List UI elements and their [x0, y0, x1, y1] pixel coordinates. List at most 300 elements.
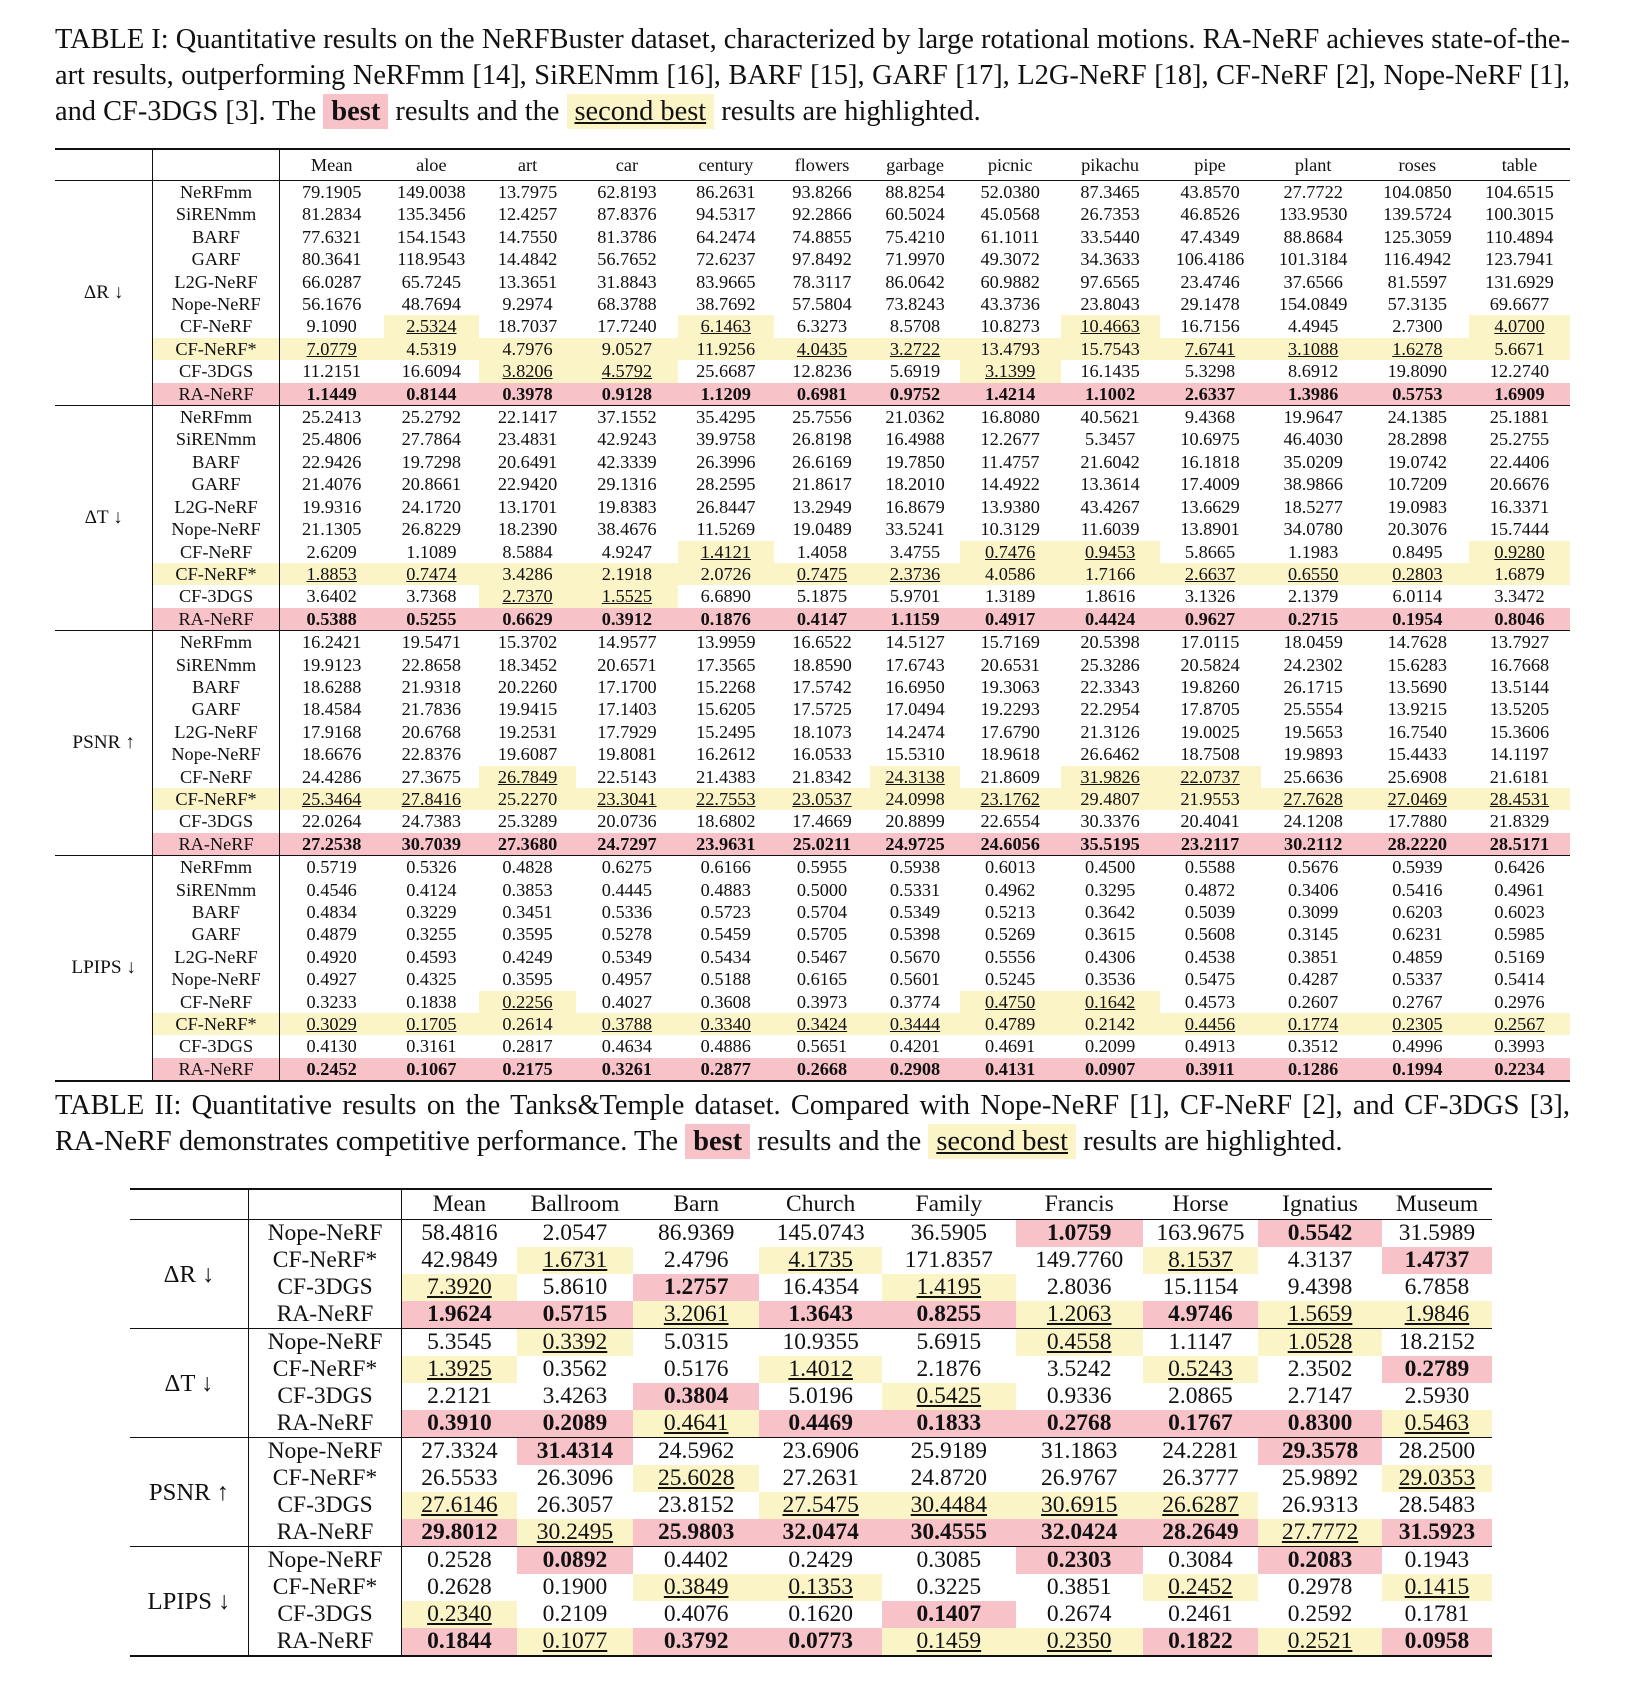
cell-value: 22.0264: [301, 811, 362, 832]
cell-value: 0.5336: [601, 902, 653, 922]
cell-value: 0.3029: [306, 1014, 357, 1035]
cell-value: 123.7941: [1485, 249, 1554, 270]
cell-value: 2.3736: [889, 563, 941, 584]
table-cell: [774, 879, 871, 901]
table-cell: [1469, 923, 1570, 945]
table-cell: [1061, 383, 1160, 406]
cell-value: 24.1208: [1283, 811, 1343, 832]
cell-value: 0.3595: [502, 924, 553, 945]
cell-value: 0.4957: [601, 969, 653, 990]
table-cell: [576, 991, 678, 1013]
cell-value: 0.2674: [1046, 1601, 1112, 1627]
table-row: [55, 585, 1570, 607]
cell-value: 0.5723: [700, 902, 751, 922]
cell-value: 29.1316: [597, 474, 657, 495]
cell-value: 21.8609: [980, 766, 1040, 787]
table-cell: [882, 1601, 1016, 1628]
cell-value: 19.7850: [885, 451, 945, 472]
method-name: RA-NeRF: [249, 1410, 402, 1438]
cell-value: 0.2908: [889, 1058, 941, 1079]
cell-value: 0.9627: [1184, 608, 1236, 629]
cell-value: 24.6056: [980, 833, 1040, 854]
table-cell: [870, 563, 959, 585]
method-name: CF-NeRF*: [153, 788, 280, 810]
table-cell: [774, 676, 871, 698]
cell-value: 20.6571: [597, 654, 657, 675]
table-cell: [1366, 856, 1469, 879]
method-name: Nope-NeRF: [153, 518, 280, 540]
table-cell: [576, 181, 678, 204]
cell-value: 0.1705: [406, 1014, 457, 1035]
method-name: RA-NeRF: [249, 1301, 402, 1329]
cell-value: 0.4445: [601, 879, 653, 900]
method-name: CF-3DGS: [249, 1601, 402, 1628]
table-cell: [774, 541, 871, 563]
table-row: [130, 1438, 1492, 1466]
table-cell: [774, 766, 871, 788]
cell-value: 18.6802: [696, 811, 756, 832]
cell-value: 22.7553: [696, 788, 756, 809]
cell-value: 14.2474: [885, 721, 945, 742]
cell-value: 0.2083: [1287, 1547, 1353, 1573]
cell-value: 1.3986: [1288, 383, 1339, 404]
table-cell: [479, 698, 576, 720]
cell-value: 0.0958: [1404, 1628, 1470, 1654]
table-row: [55, 608, 1570, 631]
cell-value: 104.6515: [1485, 182, 1554, 202]
table-cell: [678, 248, 774, 270]
cell-value: 0.3255: [406, 924, 457, 945]
cell-value: 24.7383: [401, 811, 462, 832]
table-cell: [1261, 248, 1366, 270]
table-cell: [279, 631, 383, 654]
table-cell: [1143, 1628, 1258, 1656]
cell-value: 135.3456: [397, 204, 466, 225]
cell-value: 2.4796: [663, 1247, 729, 1273]
cell-value: 0.3295: [1084, 879, 1136, 900]
cell-value: 9.1090: [306, 316, 357, 337]
cell-value: 16.6094: [401, 361, 462, 382]
cell-value: 131.6929: [1485, 271, 1554, 292]
table-cell: [960, 788, 1061, 810]
cell-value: 25.1881: [1489, 407, 1550, 428]
table-cell: [1261, 203, 1366, 225]
cell-value: 0.4124: [406, 879, 457, 900]
cell-value: 17.1403: [597, 699, 657, 720]
cell-value: 0.4546: [306, 879, 357, 900]
cell-value: 9.4368: [1184, 407, 1236, 428]
table-cell: [517, 1410, 633, 1438]
table-cell: [576, 473, 678, 495]
table-cell: [882, 1383, 1016, 1410]
cell-value: 17.7240: [597, 316, 657, 337]
cell-value: 18.4584: [301, 699, 362, 720]
table-cell: [960, 271, 1061, 293]
cell-value: 0.6981: [796, 383, 848, 404]
table-cell: [1366, 181, 1469, 204]
cell-value: 11.6039: [1080, 519, 1140, 540]
table-cell: [279, 360, 383, 382]
table-cell: [479, 271, 576, 293]
table-cell: [678, 203, 774, 225]
table-cell: [402, 1601, 517, 1628]
table-cell: [633, 1356, 759, 1383]
method-name: CF-NeRF*: [153, 563, 280, 585]
cell-value: 22.8376: [401, 744, 462, 765]
cell-value: 0.1822: [1168, 1628, 1233, 1654]
table-cell: [402, 1329, 517, 1357]
table-cell: [1366, 743, 1469, 765]
table-cell: [1261, 788, 1366, 810]
column-header: flowers: [794, 155, 850, 175]
table-cell: [1143, 1574, 1258, 1601]
cell-value: 25.6028: [658, 1465, 735, 1491]
table-cell: [870, 879, 959, 901]
cell-value: 0.3788: [601, 1014, 653, 1035]
cell-value: 81.3786: [597, 226, 657, 247]
cell-value: 18.2390: [497, 519, 558, 540]
table-cell: [1261, 315, 1366, 337]
cell-value: 5.3298: [1184, 361, 1236, 382]
cell-value: 21.8617: [792, 474, 852, 495]
cell-value: 13.9959: [696, 632, 756, 653]
table-cell: [759, 1465, 882, 1492]
table2-caption-text-2: results and the: [750, 1126, 929, 1157]
table-cell: [384, 248, 480, 270]
corner-cell: [130, 1189, 249, 1220]
cell-value: 0.4201: [889, 1036, 941, 1057]
table-cell: [479, 203, 576, 225]
table-cell: [576, 338, 678, 360]
cell-value: 17.6743: [885, 654, 945, 675]
metric-label: ΔT ↓: [130, 1329, 249, 1438]
table-cell: [960, 496, 1061, 518]
table-cell: [633, 1601, 759, 1628]
table-cell: [1382, 1465, 1492, 1492]
cell-value: 0.3774: [889, 991, 941, 1012]
cell-value: 0.3424: [796, 1014, 848, 1035]
table-cell: [1261, 608, 1366, 631]
table-cell: [1160, 946, 1261, 968]
table-cell: [1143, 1519, 1258, 1547]
cell-value: 0.5588: [1184, 857, 1236, 878]
cell-value: 43.8570: [1180, 182, 1240, 202]
cell-value: 4.3137: [1287, 1247, 1353, 1273]
table-cell: [678, 698, 774, 720]
cell-value: 0.5331: [889, 879, 941, 900]
table-cell: [1261, 406, 1366, 429]
cell-value: 0.1767: [1168, 1410, 1233, 1436]
cell-value: 10.8273: [980, 316, 1040, 337]
table-cell: [1160, 203, 1261, 225]
cell-value: 46.4030: [1283, 429, 1343, 450]
cell-value: 4.0586: [985, 563, 1036, 584]
table-cell: [1382, 1519, 1492, 1547]
table-cell: [479, 856, 576, 879]
cell-value: 0.5955: [796, 857, 848, 878]
table-cell: [759, 1410, 882, 1438]
cell-value: 0.4634: [601, 1036, 653, 1057]
cell-value: 25.2792: [401, 407, 462, 428]
table-cell: [576, 203, 678, 225]
table-cell: [1366, 1013, 1469, 1035]
table-cell: [279, 563, 383, 585]
table-cell: [870, 1035, 959, 1057]
table-cell: [479, 991, 576, 1013]
table-row: [55, 181, 1570, 204]
table-cell: [1469, 293, 1570, 315]
table-cell: [1061, 248, 1160, 270]
table-cell: [1160, 698, 1261, 720]
table-cell: [576, 293, 678, 315]
table-cell: [678, 923, 774, 945]
table-cell: [678, 181, 774, 204]
table-row: [130, 1383, 1492, 1410]
table-row: [55, 473, 1570, 495]
table-cell: [1382, 1438, 1492, 1466]
table-cell: [1366, 631, 1469, 654]
table-cell: [384, 946, 480, 968]
table-row: [130, 1274, 1492, 1301]
method-name: CF-NeRF: [153, 315, 280, 337]
cell-value: 0.2614: [502, 1014, 553, 1035]
cell-value: 49.3072: [980, 249, 1040, 270]
table-cell: [678, 585, 774, 607]
table-cell: [1261, 383, 1366, 406]
table-cell: [1261, 496, 1366, 518]
cell-value: 0.3451: [502, 902, 553, 922]
cell-value: 0.4147: [796, 608, 848, 629]
cell-value: 58.4816: [421, 1220, 498, 1246]
table-cell: [384, 293, 480, 315]
cell-value: 0.4962: [985, 879, 1036, 900]
table-cell: [576, 451, 678, 473]
table-row: [55, 698, 1570, 720]
cell-value: 0.3911: [1185, 1058, 1235, 1079]
cell-value: 18.3452: [497, 654, 558, 675]
table-row: [55, 293, 1570, 315]
table-cell: [402, 1574, 517, 1601]
table-cell: [279, 743, 383, 765]
table-cell: [960, 743, 1061, 765]
table-cell: [402, 1438, 517, 1466]
cell-value: 16.1435: [1080, 361, 1140, 382]
cell-value: 38.4676: [597, 519, 657, 540]
table-cell: [870, 856, 959, 879]
table-cell: [774, 451, 871, 473]
table-cell: [1160, 563, 1261, 585]
cell-value: 0.4558: [1046, 1329, 1112, 1355]
table-cell: [870, 743, 959, 765]
table-cell: [774, 833, 871, 856]
cell-value: 29.3578: [1281, 1438, 1359, 1464]
cell-value: 30.2495: [536, 1519, 614, 1545]
cell-value: 74.8855: [792, 226, 852, 247]
table-cell: [1382, 1247, 1492, 1274]
cell-value: 71.9970: [885, 249, 945, 270]
cell-value: 24.2302: [1283, 654, 1343, 675]
table-cell: [1061, 946, 1160, 968]
table-cell: [479, 518, 576, 540]
cell-value: 6.6890: [700, 586, 751, 607]
table-cell: [384, 585, 480, 607]
cell-value: 16.3371: [1489, 496, 1550, 517]
table-cell: [1366, 406, 1469, 429]
cell-value: 0.5425: [916, 1383, 982, 1409]
table-cell: [279, 248, 383, 270]
cell-value: 19.5653: [1283, 721, 1343, 742]
cell-value: 118.9543: [397, 249, 466, 270]
table-cell: [517, 1601, 633, 1628]
table-cell: [1016, 1247, 1143, 1274]
cell-value: 17.8705: [1180, 699, 1240, 720]
table-cell: [576, 788, 678, 810]
cell-value: 16.7156: [1180, 316, 1240, 337]
cell-value: 0.4325: [406, 969, 457, 990]
table-cell: [279, 293, 383, 315]
cell-value: 0.4996: [1392, 1036, 1443, 1057]
table-cell: [1143, 1356, 1258, 1383]
table-cell: [1261, 923, 1366, 945]
cell-value: 0.1900: [542, 1574, 608, 1600]
table-cell: [960, 360, 1061, 382]
table-cell: [633, 1465, 759, 1492]
cell-value: 19.0025: [1180, 721, 1240, 742]
table-cell: [279, 721, 383, 743]
cell-value: 19.9123: [301, 654, 362, 675]
cell-value: 17.4009: [1180, 474, 1240, 495]
cell-value: 0.2089: [542, 1410, 608, 1436]
table-cell: [1061, 923, 1160, 945]
cell-value: 0.2521: [1287, 1628, 1353, 1654]
cell-value: 20.0736: [597, 811, 657, 832]
cell-value: 0.3853: [502, 879, 553, 900]
table-cell: [1261, 991, 1366, 1013]
table-cell: [870, 383, 959, 406]
table-cell: [402, 1274, 517, 1301]
table-cell: [1382, 1601, 1492, 1628]
cell-value: 23.6906: [782, 1438, 859, 1464]
table-cell: [774, 406, 871, 429]
cell-value: 0.5985: [1494, 924, 1545, 945]
cell-value: 0.9336: [1046, 1383, 1112, 1409]
cell-value: 2.2121: [427, 1383, 492, 1409]
cell-value: 0.9128: [601, 383, 653, 404]
cell-value: 0.4691: [985, 1036, 1036, 1057]
cell-value: 18.0459: [1283, 632, 1343, 653]
method-name: NeRFmm: [153, 856, 280, 879]
cell-value: 27.7722: [1283, 182, 1343, 202]
table-cell: [279, 1035, 383, 1057]
cell-value: 14.5127: [885, 632, 945, 653]
cell-value: 19.7298: [401, 451, 462, 472]
table-cell: [1160, 743, 1261, 765]
table-cell: [279, 968, 383, 990]
cell-value: 0.3512: [1288, 1036, 1339, 1057]
table-cell: [1061, 856, 1160, 879]
table-cell: [479, 946, 576, 968]
cell-value: 4.4945: [1288, 316, 1339, 337]
table-cell: [678, 721, 774, 743]
table-cell: [1261, 1058, 1366, 1081]
cell-value: 13.7927: [1489, 632, 1550, 653]
method-name: L2G-NeRF: [153, 271, 280, 293]
table-cell: [882, 1247, 1016, 1274]
table-cell: [384, 698, 480, 720]
cell-value: 57.3135: [1387, 294, 1448, 315]
table-cell: [870, 248, 959, 270]
method-name: SiRENmm: [153, 879, 280, 901]
table-cell: [774, 338, 871, 360]
cell-value: 23.2117: [1180, 833, 1240, 854]
cell-value: 21.0362: [885, 407, 945, 428]
table-cell: [1261, 743, 1366, 765]
cell-value: 25.6636: [1283, 766, 1343, 787]
column-header: Francis: [1044, 1191, 1114, 1217]
method-name: BARF: [153, 226, 280, 248]
cell-value: 35.5195: [1080, 833, 1140, 854]
table-cell: [1016, 1465, 1143, 1492]
table-cell: [870, 676, 959, 698]
table-cell: [384, 654, 480, 676]
cell-value: 17.0494: [885, 699, 945, 720]
table-cell: [1366, 203, 1469, 225]
table-cell: [1061, 451, 1160, 473]
table-cell: [479, 293, 576, 315]
column-header: Mean: [432, 1191, 487, 1217]
cell-value: 35.4295: [696, 407, 756, 428]
table-cell: [384, 810, 480, 832]
cell-value: 97.8492: [792, 249, 852, 270]
table-cell: [384, 991, 480, 1013]
cell-value: 12.2677: [980, 429, 1040, 450]
cell-value: 0.2978: [1287, 1574, 1353, 1600]
cell-value: 0.5463: [1404, 1410, 1470, 1436]
table-cell: [1143, 1465, 1258, 1492]
cell-value: 43.4267: [1080, 496, 1140, 517]
table-cell: [1160, 766, 1261, 788]
cell-value: 0.3084: [1168, 1547, 1233, 1573]
table-cell: [1469, 360, 1570, 382]
method-name: CF-NeRF*: [153, 1013, 280, 1035]
table-cell: [402, 1220, 517, 1248]
table-cell: [960, 248, 1061, 270]
table-cell: [517, 1574, 633, 1601]
table-cell: [1469, 698, 1570, 720]
table-cell: [759, 1601, 882, 1628]
table-cell: [1016, 1601, 1143, 1628]
cell-value: 94.5317: [696, 204, 756, 225]
table-cell: [1143, 1601, 1258, 1628]
cell-value: 10.9355: [782, 1329, 859, 1355]
table-row: [55, 271, 1570, 293]
table-cell: [759, 1356, 882, 1383]
table-cell: [1469, 991, 1570, 1013]
cell-value: 86.2631: [696, 182, 756, 202]
table-cell: [960, 856, 1061, 879]
cell-value: 0.6629: [502, 608, 553, 629]
table-cell: [678, 1035, 774, 1057]
cell-value: 18.8590: [792, 654, 852, 675]
table-cell: [882, 1301, 1016, 1329]
cell-value: 0.4593: [406, 946, 457, 967]
cell-value: 0.2789: [1404, 1356, 1470, 1382]
table-cell: [576, 541, 678, 563]
cell-value: 1.1449: [306, 383, 357, 404]
cell-value: 13.4793: [980, 338, 1040, 359]
table-cell: [1160, 1035, 1261, 1057]
table-cell: [678, 563, 774, 585]
